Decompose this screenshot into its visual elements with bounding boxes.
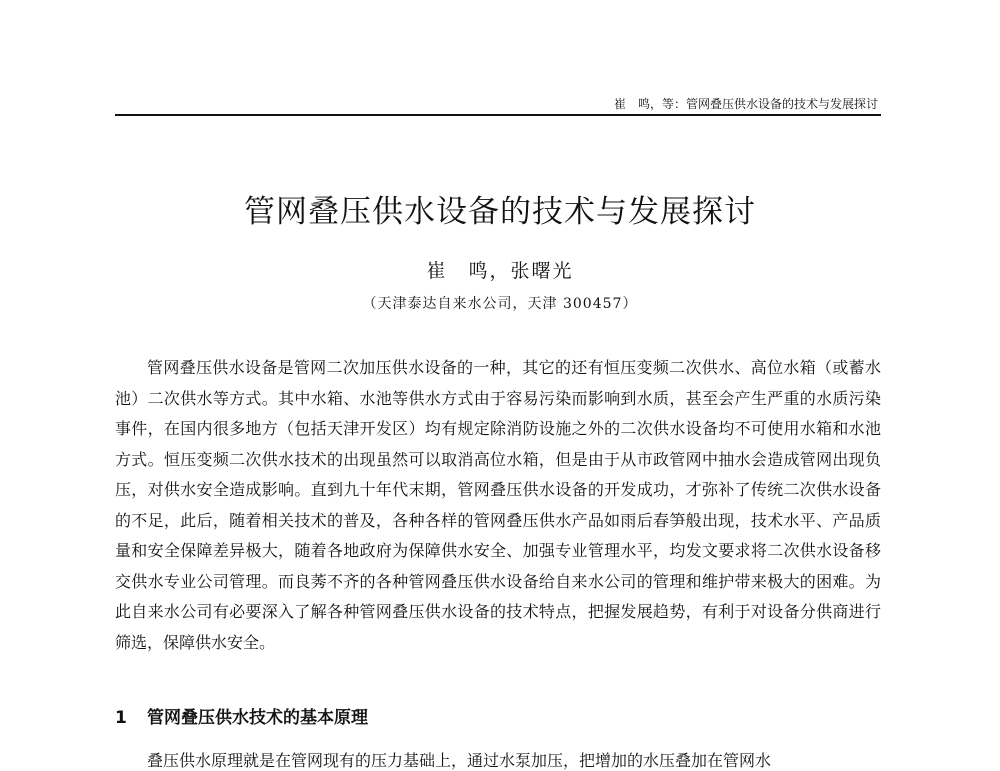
section-number: 1 [115, 708, 127, 728]
section-heading [115, 703, 368, 728]
header-rule [115, 114, 881, 116]
running-header: 崔 鸣，等：管网叠压供水设备的技术与发展探讨 [613, 97, 878, 111]
article-affiliation: （天津泰达自来水公司，天津 300457） [362, 296, 638, 312]
article-title: 管网叠压供水设备的技术与发展探讨 [244, 194, 756, 230]
section-title: 管网叠压供水技术的基本原理 [147, 708, 368, 728]
cut-off-text-line: 叠压供水原理就是在管网现有的压力基础上，通过水泵加压，把增加的水压叠加在管网水 [147, 751, 772, 770]
intro-paragraph: 管网叠压供水设备是管网二次加压供水设备的一种，其它的还有恒压变频二次供水、高位水箱（或蓄水池）二次供水等方式。其中水箱、水池等供水方式由于容易污染而影响到水质，甚至会产生严重的水质污染事件，在国内很多地方（包括天津开发区）均有规定除消防设施之外的二次供水设备均不可使用水箱和水池方式。恒压变频二次供水技术的出现虽然可以取消高位水箱，但是由于从市政管网中抽水会造成管网出现负压，对供水安全造成影响。直到九十年代末期，管网叠压供水设备的开发成功，才弥补了传统二次供水设备的不足，此后，随着相关技术的普及，各种各样的管网叠压供水产品如雨后春笋般出现，技术水平、产品质量和安全保障差异极大，随着各地政府为保障供水安全、加强专业管理水平，均发文要求将二次供水设备移交供水专业公司管理。而良莠不齐的各种管网叠压供水设备给自来水公司的管理和维护带来极大的困难。为此自来水公司有必要深入了解各种管网叠压供水设备的技术特点，把握发展趋势，有利于对设备分供商进行筛选，保障供水安全。 [115, 358, 881, 652]
article-authors: 崔 鸣，张曙光 [426, 260, 574, 282]
